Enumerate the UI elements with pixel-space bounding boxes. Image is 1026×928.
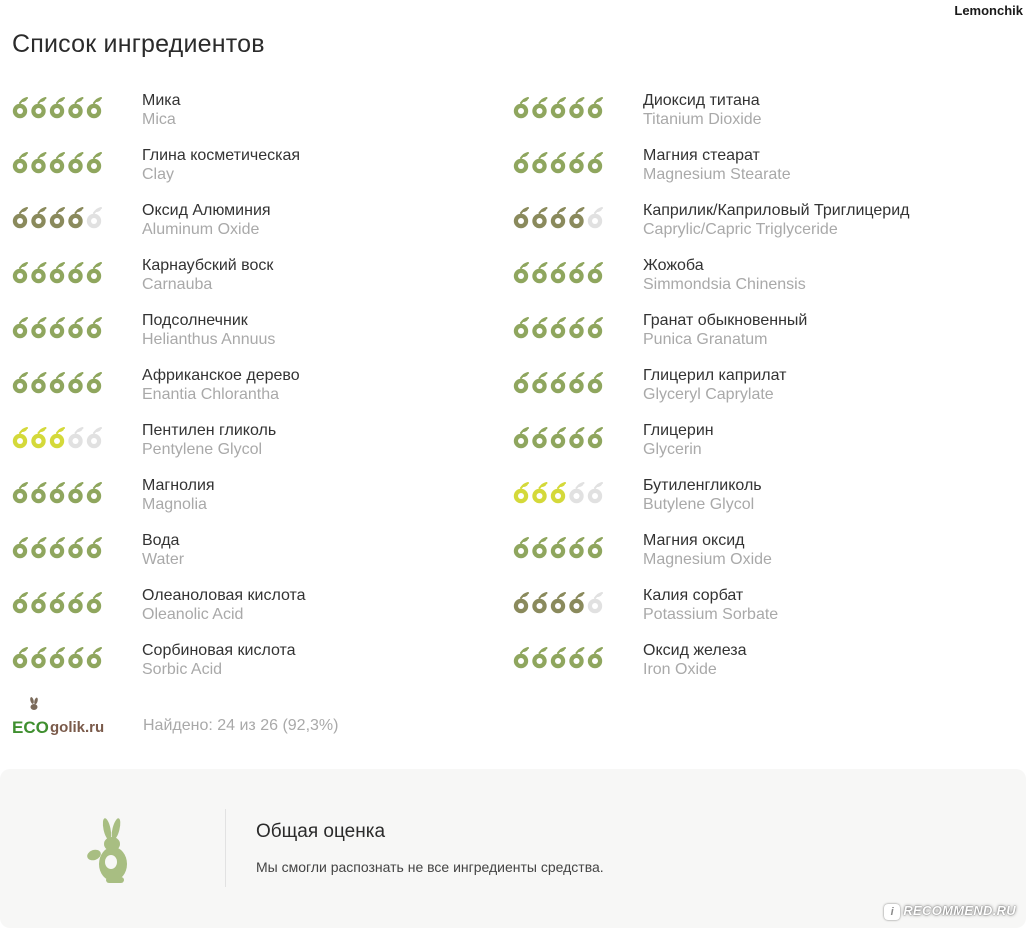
ingredient-names — [643, 476, 762, 514]
ingredient-row[interactable] — [12, 365, 502, 420]
olive-icon — [588, 592, 603, 613]
ingredient-name-ru[interactable]: Жожоба — [643, 257, 704, 274]
ingredient-name-en: Enantia Chlorantha — [142, 386, 279, 403]
olive-icon — [68, 372, 83, 393]
olive-icon — [87, 262, 102, 283]
olive-icon — [50, 372, 65, 393]
olive-icon — [514, 427, 529, 448]
olive-icon — [87, 372, 102, 393]
ingredient-names — [643, 531, 772, 569]
ingredient-row[interactable] — [513, 585, 1003, 640]
olive-icon — [514, 262, 529, 283]
ingredient-name-ru[interactable]: Гранат обыкновенный — [643, 312, 808, 329]
olive-icon — [13, 317, 28, 338]
ingredient-rating — [12, 152, 104, 174]
summary-divider — [225, 809, 226, 887]
ingredient-name-ru[interactable]: Подсолнечник — [142, 312, 248, 329]
ingredient-names — [142, 91, 181, 129]
ingredient-name-ru[interactable]: Африканское дерево — [142, 367, 300, 384]
ingredient-names — [142, 201, 271, 239]
olive-icon — [532, 647, 547, 668]
ingredient-names — [142, 366, 300, 404]
olive-icon — [514, 537, 529, 558]
ingredient-name-ru[interactable]: Пентилен гликоль — [142, 422, 277, 439]
olive-icon — [50, 207, 65, 228]
logo-eco-text: ECO — [12, 718, 49, 737]
ingredient-name-en: Pentylene Glycol — [142, 441, 263, 458]
ingredient-name-en: Potassium Sorbate — [643, 606, 779, 623]
olive-icon — [31, 97, 46, 118]
ingredient-row[interactable] — [12, 200, 502, 255]
olive-icon — [588, 427, 603, 448]
olive-icon — [13, 537, 28, 558]
ecogolik-logo[interactable] — [12, 697, 124, 739]
olive-icon — [532, 372, 547, 393]
olive-icon — [551, 152, 566, 173]
ingredient-name-en: Magnolia — [142, 496, 207, 513]
ingredient-row[interactable] — [513, 90, 1003, 145]
olive-icon — [50, 592, 65, 613]
ingredient-name-en: Carnauba — [142, 276, 213, 293]
ingredient-names — [643, 91, 762, 129]
olive-icon — [588, 537, 603, 558]
olive-icon — [50, 647, 65, 668]
olive-icon — [50, 317, 65, 338]
olive-icon — [588, 647, 603, 668]
olive-icon — [68, 262, 83, 283]
ingredient-row[interactable] — [513, 365, 1003, 420]
olive-icon — [551, 537, 566, 558]
olive-icon — [87, 592, 102, 613]
ingredient-row[interactable] — [12, 310, 502, 365]
olive-icon — [31, 317, 46, 338]
olive-icon — [569, 482, 584, 503]
olive-icon — [87, 647, 102, 668]
recommend-logo-icon: i — [884, 904, 900, 920]
ingredient-name-ru[interactable]: Глицерил каприлат — [643, 367, 787, 384]
olive-icon — [514, 372, 529, 393]
olive-icon — [514, 152, 529, 173]
ingredient-name-ru[interactable]: Бутиленгликоль — [643, 477, 762, 494]
ingredient-rating — [12, 592, 104, 614]
olive-icon — [569, 427, 584, 448]
ingredient-rating — [12, 317, 104, 339]
ingredient-rating — [513, 647, 605, 669]
ingredient-name-en: Punica Granatum — [643, 331, 768, 348]
logo-golik-text: golik.ru — [50, 719, 105, 736]
olive-icon — [532, 592, 547, 613]
olive-icon — [514, 97, 529, 118]
olive-icon — [87, 482, 102, 503]
ingredient-name-en: Clay — [142, 166, 175, 183]
olive-icon — [569, 152, 584, 173]
olive-icon — [13, 372, 28, 393]
ingredient-name-en: Mica — [142, 111, 176, 128]
ingredient-names — [142, 421, 276, 459]
olive-icon — [87, 317, 102, 338]
ingredient-rating — [513, 207, 605, 229]
ingredient-names — [142, 641, 296, 679]
ingredient-names — [643, 311, 807, 349]
olive-icon — [588, 482, 603, 503]
ingredient-name-ru[interactable]: Вода — [142, 532, 180, 549]
ingredient-name-en: Glyceryl Caprylate — [643, 386, 774, 403]
ingredient-row[interactable] — [513, 145, 1003, 200]
olive-icon — [569, 537, 584, 558]
olive-icon — [50, 537, 65, 558]
olive-icon — [532, 207, 547, 228]
olive-icon — [569, 647, 584, 668]
olive-icon — [13, 262, 28, 283]
olive-icon — [68, 207, 83, 228]
olive-icon — [588, 317, 603, 338]
olive-icon — [532, 317, 547, 338]
olive-icon — [31, 427, 46, 448]
ingredient-names — [643, 201, 909, 239]
olive-icon — [551, 372, 566, 393]
ingredient-name-en: Caprylic/Capric Triglyceride — [643, 221, 838, 238]
ingredient-row[interactable] — [12, 475, 502, 530]
page-title: Список ингредиентов — [12, 30, 265, 58]
ingredient-row[interactable] — [513, 310, 1003, 365]
ingredient-row[interactable] — [12, 420, 502, 475]
rabbit-icon — [80, 817, 140, 887]
ingredient-name-ru[interactable]: Мика — [142, 92, 181, 109]
olive-icon — [569, 262, 584, 283]
ingredient-rating — [513, 262, 605, 284]
ingredient-row[interactable] — [12, 640, 502, 695]
ingredient-names — [643, 366, 787, 404]
olive-icon — [31, 207, 46, 228]
olive-icon — [569, 97, 584, 118]
ingredient-name-en: Magnesium Stearate — [643, 166, 791, 183]
olive-icon — [588, 262, 603, 283]
olive-icon — [31, 372, 46, 393]
olive-icon — [13, 427, 28, 448]
olive-icon — [68, 152, 83, 173]
olive-icon — [68, 427, 83, 448]
olive-icon — [551, 592, 566, 613]
ingredient-name-ru[interactable]: Сорбиновая кислота — [142, 642, 296, 659]
ingredient-name-en: Iron Oxide — [643, 661, 717, 678]
ingredient-names — [142, 311, 275, 349]
olive-icon — [13, 97, 28, 118]
ingredient-row[interactable] — [513, 200, 1003, 255]
summary-text: Мы смогли распознать не все ингредиенты средства. — [256, 859, 604, 875]
ingredients-column-right — [513, 90, 1003, 695]
olive-icon — [569, 372, 584, 393]
olive-icon — [551, 262, 566, 283]
olive-icon — [514, 317, 529, 338]
olive-icon — [532, 152, 547, 173]
ingredient-rating — [513, 427, 605, 449]
olive-icon — [68, 317, 83, 338]
username[interactable]: Lemonchik — [954, 3, 1023, 18]
olive-icon — [31, 482, 46, 503]
ingredient-names — [643, 421, 714, 459]
ingredient-name-ru[interactable]: Олеаноловая кислота — [142, 587, 306, 604]
ingredient-row[interactable] — [12, 255, 502, 310]
ingredient-names — [643, 146, 791, 184]
ingredient-names — [643, 256, 806, 294]
ingredient-rating — [513, 482, 605, 504]
ingredient-row[interactable] — [12, 585, 502, 640]
ingredient-rating — [12, 427, 104, 449]
olive-icon — [31, 592, 46, 613]
ingredient-rating — [513, 317, 605, 339]
olive-icon — [588, 207, 603, 228]
summary-title: Общая оценка — [256, 821, 386, 842]
olive-icon — [514, 592, 529, 613]
ingredient-rating — [12, 207, 104, 229]
olive-icon — [13, 647, 28, 668]
olive-icon — [31, 262, 46, 283]
ingredient-name-en: Helianthus Annuus — [142, 331, 276, 348]
olive-icon — [68, 97, 83, 118]
ingredient-name-ru[interactable]: Оксид Алюминия — [142, 202, 271, 219]
ingredient-rating — [513, 372, 605, 394]
ingredient-row[interactable] — [12, 145, 502, 200]
ingredient-names — [142, 586, 306, 624]
ingredient-rating — [513, 537, 605, 559]
ingredient-row[interactable] — [513, 530, 1003, 585]
olive-icon — [50, 97, 65, 118]
ingredient-name-ru[interactable]: Глицерин — [643, 422, 714, 439]
ingredient-name-en: Aluminum Oxide — [142, 221, 260, 238]
ingredient-rating — [513, 97, 605, 119]
watermark-text: RECOMMEND.RU — [903, 903, 1016, 918]
olive-icon — [31, 647, 46, 668]
ingredient-rating — [12, 537, 104, 559]
ingredient-rating — [12, 647, 104, 669]
ingredient-name-ru[interactable]: Магния оксид — [643, 532, 745, 549]
olive-icon — [87, 97, 102, 118]
olive-icon — [68, 482, 83, 503]
ingredient-name-ru[interactable]: Каприлик/Каприловый Триглицерид — [643, 202, 910, 219]
olive-icon — [551, 647, 566, 668]
ingredient-rating — [12, 482, 104, 504]
olive-icon — [50, 427, 65, 448]
olive-icon — [514, 647, 529, 668]
olive-icon — [31, 152, 46, 173]
olive-icon — [588, 152, 603, 173]
ingredient-names — [142, 256, 273, 294]
olive-icon — [514, 482, 529, 503]
ingredient-name-en: Water — [142, 551, 185, 568]
olive-icon — [13, 482, 28, 503]
ingredient-rating — [12, 262, 104, 284]
ingredient-name-en: Oleanolic Acid — [142, 606, 244, 623]
ingredient-rating — [513, 592, 605, 614]
olive-icon — [13, 592, 28, 613]
olive-icon — [87, 207, 102, 228]
ingredient-name-en: Magnesium Oxide — [643, 551, 772, 568]
olive-icon — [551, 427, 566, 448]
olive-icon — [569, 317, 584, 338]
olive-icon — [68, 537, 83, 558]
olive-icon — [87, 152, 102, 173]
ingredient-rating — [12, 372, 104, 394]
recommend-watermark — [884, 903, 1016, 920]
ingredients-column-left — [12, 90, 502, 695]
olive-icon — [532, 482, 547, 503]
overall-rating-panel — [0, 769, 1026, 928]
ingredient-name-ru[interactable]: Диоксид титана — [643, 92, 760, 109]
olive-icon — [514, 207, 529, 228]
ingredient-row[interactable] — [513, 640, 1003, 695]
olive-icon — [13, 152, 28, 173]
ingredient-name-en: Sorbic Acid — [142, 661, 223, 678]
ingredient-name-en: Simmondsia Chinensis — [643, 276, 806, 293]
olive-icon — [532, 262, 547, 283]
olive-icon — [551, 97, 566, 118]
ingredient-names — [142, 476, 215, 514]
olive-icon — [532, 537, 547, 558]
olive-icon — [551, 207, 566, 228]
olive-icon — [569, 592, 584, 613]
ingredient-row[interactable] — [513, 255, 1003, 310]
ingredient-row[interactable] — [513, 420, 1003, 475]
ingredient-row[interactable] — [12, 530, 502, 585]
ingredient-names — [643, 586, 778, 624]
ingredient-names — [142, 146, 300, 184]
olive-icon — [13, 207, 28, 228]
olive-icon — [588, 372, 603, 393]
olive-icon — [588, 97, 603, 118]
ingredient-name-en: Glycerin — [643, 441, 702, 458]
olive-icon — [551, 482, 566, 503]
olive-icon — [532, 97, 547, 118]
ingredient-name-en: Titanium Dioxide — [643, 111, 762, 128]
ingredient-rating — [12, 97, 104, 119]
ingredient-name-ru[interactable]: Карнаубский воск — [142, 257, 274, 274]
olive-icon — [569, 207, 584, 228]
olive-icon — [551, 317, 566, 338]
olive-icon — [68, 592, 83, 613]
olive-icon — [50, 262, 65, 283]
olive-icon — [87, 537, 102, 558]
ingredient-row[interactable] — [12, 90, 502, 145]
ingredient-name-ru[interactable]: Калия сорбат — [643, 587, 744, 604]
ingredient-name-ru[interactable]: Магния стеарат — [643, 147, 760, 164]
ingredient-name-ru[interactable]: Оксид железа — [643, 642, 747, 659]
olive-icon — [87, 427, 102, 448]
found-count: Найдено: 24 из 26 (92,3%) — [143, 717, 339, 734]
ingredient-names — [142, 531, 184, 569]
olive-icon — [68, 647, 83, 668]
ingredient-rating — [513, 152, 605, 174]
olive-icon — [50, 482, 65, 503]
ecogolik-logo-icon — [12, 697, 124, 739]
ingredient-name-ru[interactable]: Глина косметическая — [142, 147, 301, 164]
ingredient-name-en: Butylene Glycol — [643, 496, 755, 513]
ingredient-row[interactable] — [513, 475, 1003, 530]
ingredient-name-ru[interactable]: Магнолия — [142, 477, 215, 494]
ingredient-names — [643, 641, 747, 679]
olive-icon — [31, 537, 46, 558]
olive-icon — [532, 427, 547, 448]
olive-icon — [50, 152, 65, 173]
